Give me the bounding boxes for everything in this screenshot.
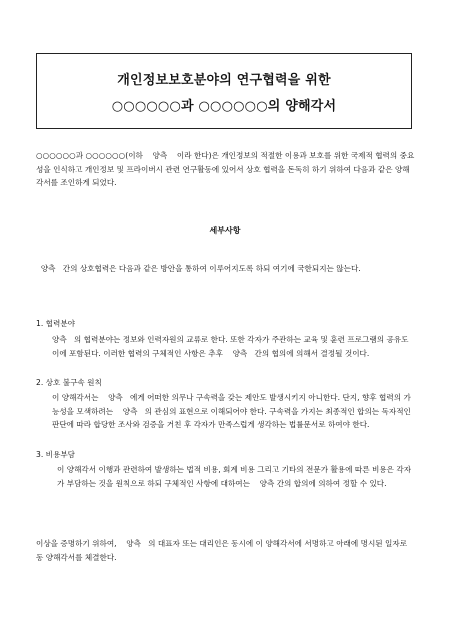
closing-paragraph: 이상을 증명하기 위하여, 양측 의 대표자 또는 대리인은 동시에 이 양해각서에 서명하고 아래에 명시된 일자로 동 양해각서를 체결한다. bbox=[36, 539, 408, 562]
title-box bbox=[36, 53, 412, 129]
section-1-title: 1. 협력분야 bbox=[36, 319, 76, 328]
document-subtitle: ○○○○○○과 ○○○○○○의 양해각서 bbox=[111, 99, 337, 114]
lead-paragraph: 양측 간의 상호협력은 다음과 같은 방안을 통하여 이루어지도록 하되 여기에 국한되지는 않는다. bbox=[36, 264, 361, 273]
intro-paragraph: ○○○○○○과 ○○○○○○(이하 양측 이라 한다)은 개인정보의 적절한 이용과 보호를 위한 국제적 협력의 중요성을 인식하고 개인정보 및 프라이버시 관련 연구활동에 있어서 상호 협력을 돈독히 하기 위하여 다음과 같은 양해각서를 조인하게 되었다. bbox=[36, 151, 415, 187]
section-2-title: 2. 상호 불구속 원칙 bbox=[36, 378, 102, 387]
section-2-body: 이 양해각서는 양측 에게 어떠한 의무나 구속력을 갖는 제안도 발생시키지 아니한다. 단지, 향후 협력의 가능성을 모색하려는 양측 의 관심의 표현으로 이해되어야 한다. 구속력을 가지는 최종적인 합의는 독자적인 판단에 따라 합당한 조사와 검증을 거친 후 각자가 만족스럽게 생각하는 법률문서로 하여야 한다. bbox=[52, 393, 411, 429]
document-title: 개인정보보호분야의 연구협력을 위한 bbox=[117, 73, 331, 88]
section-heading: 세부사항 bbox=[209, 226, 241, 235]
section-3-body: 이 양해각서 이행과 관련하여 발생하는 법적 비용, 회계 비용 그리고 기타의 전문가 활용에 따른 비용은 각자가 부담하는 것을 원칙으로 하되 구체적인 사항에 대하여는 양측 간의 합의에 의하여 정할 수 있다. bbox=[57, 465, 412, 488]
section-3-title: 3. 비용부담 bbox=[36, 450, 76, 459]
section-1-body: 양측 의 협력분야는 정보와 인력자원의 교류로 한다. 또한 각자가 주관하는 교육 및 훈련 프로그램의 공유도 이에 포함된다. 이러한 협력의 구체적인 사항은 추후 양측 간의 협의에 의해서 결정될 것이다. bbox=[52, 335, 409, 358]
